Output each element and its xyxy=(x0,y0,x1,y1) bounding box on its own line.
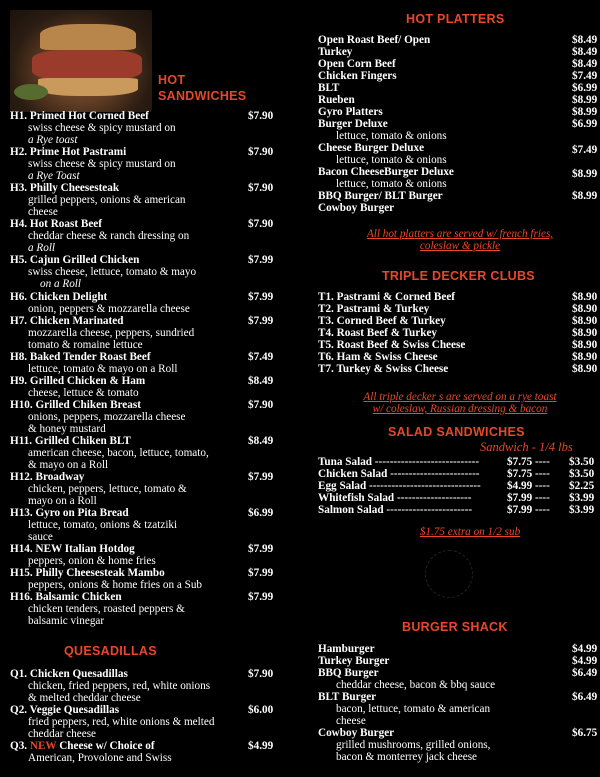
menu-item: H2. Prime Hot Pastrami $7.90 swiss cheese & spicy mustard on a Rye Toast xyxy=(10,146,274,182)
menu-item: Open Corn Beef $8.49 xyxy=(318,58,598,70)
menu-item: H4. Hot Roast Beef $7.90 cheddar cheese & ranch dressing on a Roll xyxy=(10,218,274,254)
menu-item: Q2. Veggie Quesadillas $6.00 fried peppers, red, white onions & melted cheddar cheese xyxy=(10,704,274,740)
salad-sandwiches-title: SALAD SANDWICHES xyxy=(388,425,525,439)
menu-item: T7. Turkey & Swiss Cheese $8.90 xyxy=(318,363,598,375)
menu-item: Cheese Burger Deluxe $7.49 lettuce, tomato & onions xyxy=(318,142,598,166)
salad-note: $1.75 extra on 1/2 sub xyxy=(419,526,521,538)
menu-item: H9. Grilled Chicken & Ham $8.49 cheese, lettuce & tomato xyxy=(10,375,274,399)
menu-item: H16. Balsamic Chicken $7.99 chicken tenders, roasted peppers & balsamic vinegar xyxy=(10,591,274,627)
menu-item: Open Roast Beef/ Open $8.49 xyxy=(318,34,598,46)
menu-item: BLT $6.99 xyxy=(318,82,598,94)
menu-item: Rueben $8.99 xyxy=(318,94,598,106)
salad-row: Tuna Salad ---------------------------- $7.75 ---- $3.50 xyxy=(318,456,595,468)
menu-item: Q1. Chicken Quesadillas $7.90 chicken, fried peppers, red, white onions & melted cheddar cheese xyxy=(10,668,274,704)
salad-row: Whitefish Salad -------------------- $7.99 ---- $3.99 xyxy=(318,492,595,504)
menu-item: H12. Broadway $7.99 chicken, peppers, lettuce, tomato & mayo on a Roll xyxy=(10,471,274,507)
menu-item: T1. Pastrami & Corned Beef $8.90 xyxy=(318,291,598,303)
sandwich-photo xyxy=(10,10,152,112)
salad-header: Sandwich - 1/4 lbs xyxy=(480,440,573,454)
salad-row: Chicken Salad ------------------------ $7.75 ---- $3.50 xyxy=(318,468,595,480)
menu-item: H1. Primed Hot Corned Beef $7.90 swiss cheese & spicy mustard on a Rye toast xyxy=(10,110,274,146)
menu-item: T3. Corned Beef & Turkey $8.90 xyxy=(318,315,598,327)
hot-sandwiches-title: HOT SANDWICHES xyxy=(158,73,247,103)
hot-platters-note: All hot platters are served w/ french fries, coleslaw & pickle xyxy=(366,228,554,252)
menu-item: H14. NEW Italian Hotdog $7.99 peppers, onion & home fries xyxy=(10,543,274,567)
menu-item: Turkey $8.49 xyxy=(318,46,598,58)
hot-platters-title: HOT PLATTERS xyxy=(406,12,505,26)
menu-item: Chicken Fingers $7.49 xyxy=(318,70,598,82)
menu-item: T4. Roast Beef & Turkey $8.90 xyxy=(318,327,598,339)
menu-item: H10. Grilled Chiken Breast $7.90 onions, peppers, mozzarella cheese & honey mustard xyxy=(10,399,274,435)
salad-row: Egg Salad ------------------------------ $4.99 ---- $2.25 xyxy=(318,480,595,492)
quesadillas-title: QUESADILLAS xyxy=(64,644,157,658)
menu-item: H15. Philly Cheesesteak Mambo $7.99 peppers, onions & home fries on a Sub xyxy=(10,567,274,591)
menu-item: Q3. NEW Cheese w/ Choice of $4.99 American, Provolone and Swiss xyxy=(10,740,274,764)
menu-item: T6. Ham & Swiss Cheese $8.90 xyxy=(318,351,598,363)
menu-item: Cowboy Burger $6.75 grilled mushrooms, grilled onions, bacon & monterrey jack cheese xyxy=(318,727,598,763)
faint-logo xyxy=(425,550,473,598)
menu-item: H13. Gyro on Pita Bread $6.99 lettuce, tomato, onions & tzatziki sauce xyxy=(10,507,274,543)
menu-item: Burger Deluxe $6.99 lettuce, tomato & onions xyxy=(318,118,598,142)
menu-item: T2. Pastrami & Turkey $8.90 xyxy=(318,303,598,315)
burger-shack-title: BURGER SHACK xyxy=(402,620,508,634)
menu-item: Bacon CheeseBurger Deluxe $8.99 lettuce, tomato & onions xyxy=(318,166,598,190)
menu-item: BLT Burger $6.49 bacon, lettuce, tomato & american cheese xyxy=(318,691,598,727)
new-badge: NEW xyxy=(29,740,57,752)
menu-item: BBQ Burger/ BLT Burger $8.99 xyxy=(318,190,598,202)
salad-row: Salmon Salad ----------------------- $7.99 ---- $3.99 xyxy=(318,504,595,516)
menu-item: Cowboy Burger xyxy=(318,202,395,214)
triple-decker-title: TRIPLE DECKER CLUBS xyxy=(382,269,535,283)
menu-item: H8. Baked Tender Roast Beef $7.49 lettuce, tomato & mayo on a Roll xyxy=(10,351,274,375)
menu-item: H3. Philly Cheesesteak $7.90 grilled peppers, onions & american cheese xyxy=(10,182,274,218)
menu-item: H7. Chicken Marinated $7.99 mozzarella cheese, peppers, sundried tomato & romaine lettuce xyxy=(10,315,274,351)
menu-item: T5. Roast Beef & Swiss Cheese $8.90 xyxy=(318,339,598,351)
menu-item: Turkey Burger $4.99 xyxy=(318,655,598,667)
menu-item: H6. Chicken Delight $7.99 onion, peppers & mozzarella cheese xyxy=(10,291,274,315)
menu-item: Gyro Platters $8.99 xyxy=(318,106,598,118)
menu-item: BBQ Burger $6.49 cheddar cheese, bacon & bbq sauce xyxy=(318,667,598,691)
menu-item: H11. Grilled Chiken BLT $8.49 american cheese, bacon, lettuce, tomato, & mayo on a Roll xyxy=(10,435,274,471)
triple-decker-note: All triple decker s are served on a rye toast w/ coleslaw, Russian dressing & bacon xyxy=(363,391,557,415)
menu-item: H5. Cajun Grilled Chicken $7.99 swiss cheese, lettuce, tomato & mayo on a Roll xyxy=(10,254,274,290)
menu-item: Hamburger $4.99 xyxy=(318,643,598,655)
